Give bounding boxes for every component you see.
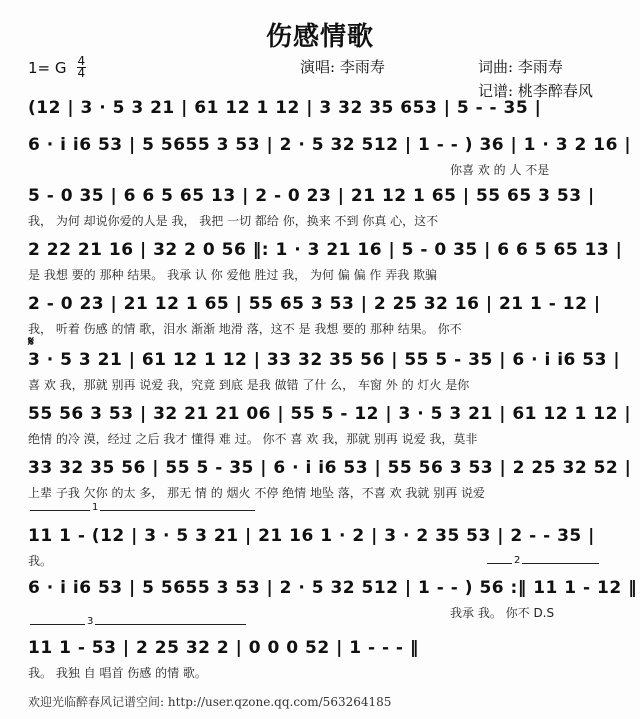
lyrics: 我。 我独 自 唱首 伤感 的情 歌。 xyxy=(28,666,207,680)
volta-2-bracket: 2 xyxy=(487,563,599,572)
key-label: 1= G xyxy=(28,58,67,77)
composer-credit: 词曲: 李雨寿 xyxy=(478,58,563,76)
notes: 55 56 3 53 | 32 21 21 06 | 55 5 - 12 | 3 · 5 3 21 | 61 12 1 12 | xyxy=(28,404,632,424)
segno-sign: 𝄋 xyxy=(28,334,35,350)
lyrics: 是 我想 要的 那种 结果。 我承 认 你 爱他 胜过 我， 为何 偏 偏 作 弄我 欺骗 xyxy=(28,268,438,282)
notes: 33 32 35 56 | 55 5 - 35 | 6 · i i6 53 | 55 56 3 53 | 2 25 32 52 | xyxy=(28,458,632,478)
notes: 11 1 - 53 | 2 25 32 2 | 0 0 0 52 | 1 - - - ‖ xyxy=(28,638,419,658)
song-title: 伤感情歌 xyxy=(265,22,374,52)
notes: (12 | 3 · 5 3 21 | 61 12 1 12 | 3 32 35 653 | 5 - - 35 | xyxy=(28,98,542,118)
lyrics: 你喜 欢 的 人 不是 xyxy=(450,163,550,177)
lyrics: 绝情 的冷 漠，经过 之后 我才 懂得 难 过。 你不 喜 欢 我，那就 别再 说爱 我，莫非 xyxy=(28,432,478,446)
lyrics: 我承 我。 你不 D.S xyxy=(450,606,555,620)
transcriber-credit: 记谱: 桃李醉春风 xyxy=(478,82,593,100)
notes: 6 · i i6 53 | 5 5655 3 53 | 2 · 5 32 512 | 1 - - ) 36 | 1 · 3 2 16 | xyxy=(28,135,632,155)
lyrics: 喜 欢 我，那就 别再 说爱 我，究竟 到底 是我 做错 了什 么， 车窗 外 的 灯火 是你 xyxy=(28,378,470,392)
volta-1-bracket: 1 xyxy=(30,510,255,519)
volta-3-bracket: 3 xyxy=(30,624,246,633)
time-signature: $\frac{4}{4}$ xyxy=(77,54,86,80)
footer-link-text: 欢迎光临醉春风记谱空间: http://user.qzone.qq.com/563264185 xyxy=(28,695,392,709)
notes: 11 1 - (12 | 3 · 5 3 21 | 21 16 1 · 2 | 3 · 2 35 53 | 2 - - 35 | xyxy=(28,526,595,546)
notes: 5 - 0 35 | 6 6 5 65 13 | 2 - 0 23 | 21 12 1 65 | 55 65 3 53 | xyxy=(28,186,595,206)
key-signature xyxy=(28,56,86,79)
lyrics: 我， 听着 伤感 的情 歌，泪水 渐渐 地滑 落，这不 是 我想 要的 那种 结果。 你不 xyxy=(28,322,462,336)
notes: 3 · 5 3 21 | 61 12 1 12 | 33 32 35 56 | 55 5 - 35 | 6 · i i6 53 | xyxy=(28,350,621,370)
notes: 6 · i i6 53 | 5 5655 3 53 | 2 · 5 32 512 | 1 - - ) 56 :‖ 11 1 - 12 ‖ xyxy=(28,578,638,598)
lyrics: 我， 为何 却说你爱的人是 我， 我把 一切 都给 你，换来 不到 你真 心，这不 xyxy=(28,214,439,228)
singer-credit: 演唱: 李雨寿 xyxy=(300,58,385,76)
lyrics: 上辈 子我 欠你 的太 多， 那无 情 的 烟火 不停 绝情 地坠 落，不喜 欢 我就 别再 说爱 xyxy=(28,486,486,500)
lyrics: 我。 xyxy=(28,554,53,568)
notes: 2 22 21 16 | 32 2 0 56 ‖: 1 · 3 21 16 | 5 - 0 35 | 6 6 5 65 13 | xyxy=(28,240,623,260)
notes: 2 - 0 23 | 21 12 1 65 | 55 65 3 53 | 2 25 32 16 | 21 1 - 12 | xyxy=(28,294,601,314)
